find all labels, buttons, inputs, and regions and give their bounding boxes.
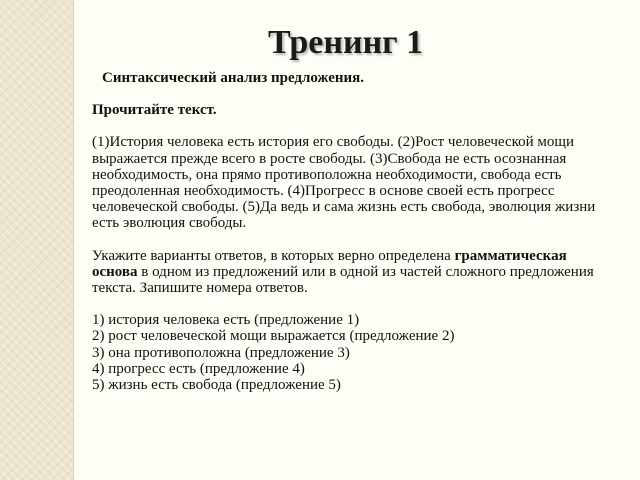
answer-option-2: 2) рост человеческой мощи выражается (предложение 2): [92, 328, 455, 345]
task-text-end: в одном из предложений или в одной из частей сложного предложения текста. Запишите номера ответов.: [92, 263, 594, 297]
task-text-start: Укажите варианты ответов, в которых верно определена: [92, 247, 455, 264]
answer-option-3: 3) она противоположна (предложение 3): [92, 344, 350, 361]
answer-option-1: 1) история человека есть (предложение 1): [92, 312, 360, 329]
task-text: [92, 248, 612, 297]
task-term-bold: грамматическая основа: [92, 247, 567, 280]
answer-options: [92, 312, 612, 393]
exercise-subtitle: Синтаксический анализ предложения.: [102, 70, 365, 86]
decorative-left-band: [0, 0, 74, 480]
slide-content: [92, 70, 612, 393]
answer-option-4: 4) прогресс есть (предложение 4): [92, 360, 305, 377]
answer-option-5: 5) жизнь есть свобода (предложение 5): [92, 377, 341, 394]
reading-passage: (1)История человека есть история его свободы. (2)Рост человеческой мощи выражается прежде всего в росте свободы. (3)Свобода не есть осознанная необходимость, она прямо противоположна необходимости, свобода есть преодоленная необходимость. (4)Прогресс в основе своей есть прогресс человеческой свободы. (5)Да ведь и сама жизнь есть свобода, эволюция жизни есть эволюция свободы.: [92, 134, 596, 232]
slide-title: Тренинг 1: [268, 24, 424, 61]
reading-instruction: Прочитайте текст.: [92, 102, 217, 119]
